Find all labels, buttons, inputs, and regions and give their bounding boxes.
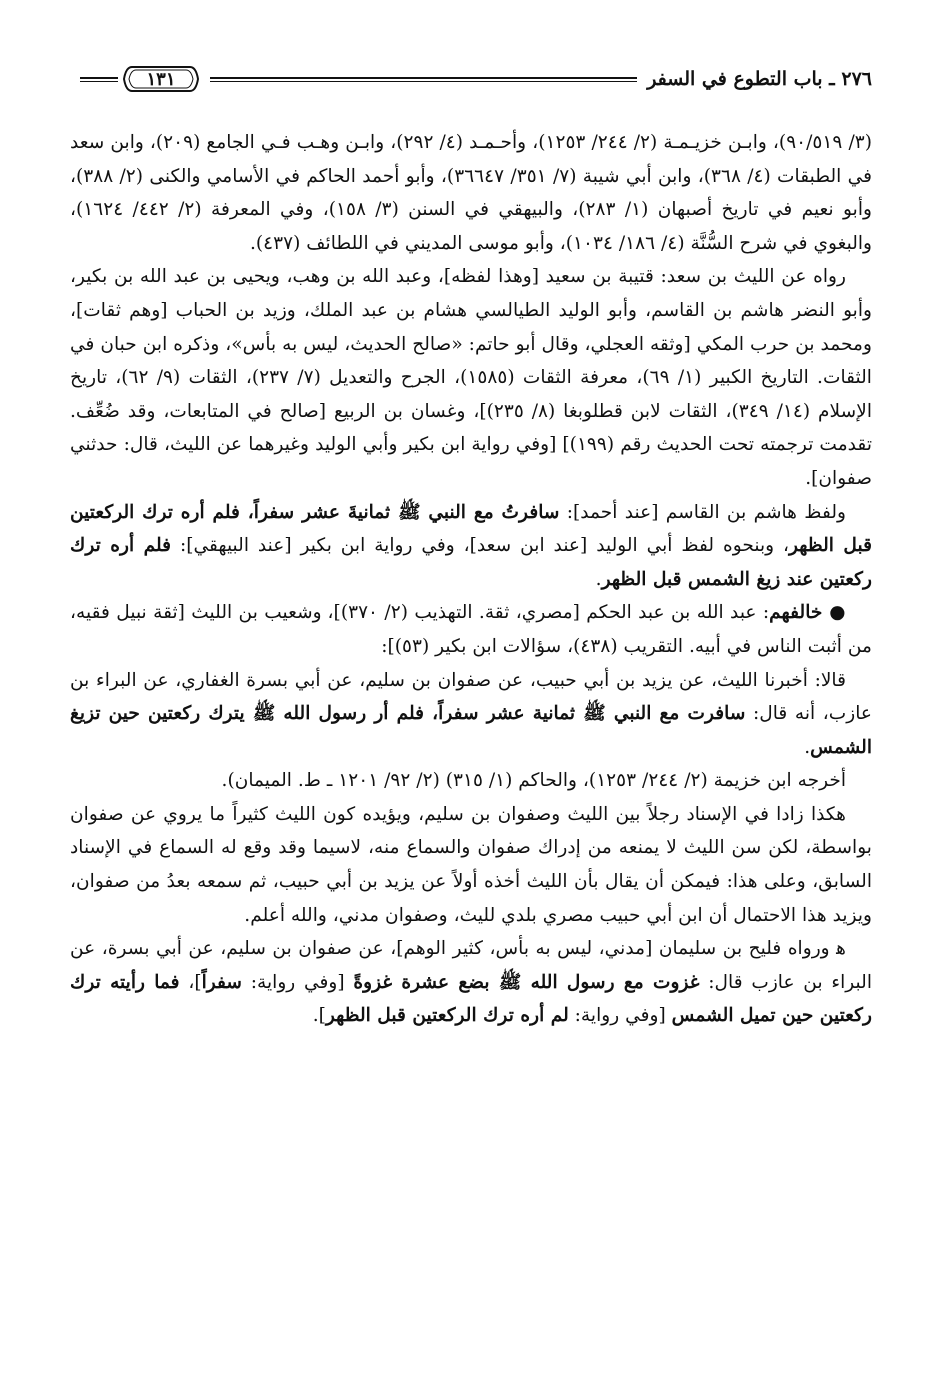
paragraph-p6 (70, 764, 872, 798)
running-title: ٢٧٦ ـ باب التطوع في السفر (647, 68, 872, 90)
bold-text-run: غزوت مع رسول الله ﷺ بضع عشرة غزوةً (353, 971, 700, 993)
paragraph-p5 (70, 664, 872, 765)
text-run: رواه عن الليث بن سعد: قتيبة بن سعيد [وهذا لفظه]، وعبد الله بن وهب، ويحيى بن عبد الله بن بكير، وأبو النضر هاشم بن القاسم، وأبو الوليد الطيالسي هشام بن عبد الملك، وزيد بن الحباب [وهم ثقات]، ومحمد بن حرب المكي [وثقه العجلي، وقال أبو حاتم: «صالح الحديث، ليس به بأس»، وذكره ابن حبان في الثقات. التاريخ الكبير (١/ ٦٩)، معرفة الثقات (١٥٨٥)، الجرح والتعديل (٧/ ٢٣٧)، الثقات (٩/ ٦٢)، تاريخ الإسلام (١٤/ ٣٤٩)، الثقات لابن قطلوبغا (٨/ ٢٣٥)]، وغسان بن الربيع [صالح في المتابعات، وقد ضُعِّف. تقدمت ترجمته تحت الحديث رقم (١٩٩)] [وفي رواية ابن بكير وأبي الوليد وغيرهما عن الليث، قال: حدثني صفوان]. (70, 266, 872, 489)
text-run: (٣/ ٩٠/٥١٩)، وابـن خزيـمـة (٢/ ٢٤٤/ ١٢٥٣)، وأحـمـد (٤/ ٢٩٢)، وابـن وهـب فـي الجامع (٢٠٩)، وابن سعد في الطبقات (٤/ ٣٦٨)، وابن أبي شيبة (٧/ ٣٥١/ ٣٦٦٤٧)، وأبو أحمد الحاكم في الأسامي والكنى (٢/ ٣٨٨)، وأبو نعيم في تاريخ أصبهان (١/ ٢٨٣)، والبيهقي في السنن (٣/ ١٥٨)، وفي المعرفة (٢/ ٤٤٢/ ١٦٢٤)، والبغوي في شرح السُّنَّة (٤/ ١٨٦/ ١٠٣٤)، وأبو موسى المديني في اللطائف (٤٣٧). (70, 132, 873, 254)
bold-text-run: سفراً (201, 971, 242, 993)
text-run: ، وبنحوه لفظ أبي الوليد [عند ابن سعد]، وفي رواية ابن بكير [عند البيهقي]: (171, 535, 790, 557)
paragraph-p4 (70, 596, 872, 663)
text-run: هكذا زادا في الإسناد رجلاً بين الليث وصفوان بن سليم، ويؤيده كون الليث كثيراً ما يروي عن صفوان بواسطة، لكن سن الليث لا يمنعه من إدراك صفوان والسماع منه، لاسيما وقد وقع له السماع في الإسناد السابق، وعلى هذا: فيمكن أن يقال بأن الليث أخذه أولاً عن يزيد بن أبي حبيب، ثم سمعه بعدُ من صفوان، ويزيد هذا الاحتمال أن ابن أبي حبيب مصري بلدي لليث، وصفوان مدني، والله أعلم. (70, 803, 872, 926)
bold-text-run: فما رأيته ترك ركعتين حين تميل الشمس (70, 971, 872, 1027)
paragraph-p3 (70, 496, 872, 597)
text-run: ولفظ هاشم بن القاسم [عند أحمد]: (559, 501, 846, 523)
text-run: ]، (179, 971, 202, 993)
page-header (80, 62, 872, 96)
text-run: . (595, 568, 602, 590)
bold-text-run: فلم أره ترك ركعتين عند زيغ الشمس قبل الظهر (70, 535, 872, 590)
page-number: ١٣١ (146, 68, 176, 90)
header-rule (210, 77, 637, 82)
text-run: ﻫ ورواه فليح بن سليمان [مدني، ليس به بأس، كثير الوهم]، عن صفوان بن سليم، عن أبي بسرة، عن البراء بن عازب قال: (70, 938, 872, 993)
text-run: ]. (312, 1005, 326, 1027)
text-run: [وفي رواية: (242, 971, 354, 993)
text-run: : عبد الله بن عبد الحكم [مصري، ثقة. التهذيب (٢/ ٣٧٠)]، وشعيب بن الليث [ثقة نبيل فقيه، من أثبت الناس في أبيه. التقريب (٤٣٨)، سؤالات ابن بكير (٥٣)]: (70, 602, 872, 657)
header-rule-left (80, 77, 118, 82)
text-run: أخرجه ابن خزيمة (٢/ ٢٤٤/ ١٢٥٣)، والحاكم (١/ ٣١٥) (٢/ ٩٢/ ١٢٠١ ـ ط. الميمان). (221, 770, 846, 792)
page-number-frame (122, 64, 200, 94)
bold-text-run: سافرتُ مع النبي ﷺ ثمانيةَ عشر سفراً، فلم أره ترك الركعتين قبل الظهر (70, 501, 872, 557)
bold-text-run: لم أره ترك الركعتين قبل الظهر (325, 1005, 569, 1027)
bold-text-run: سافرت مع النبي ﷺ ثمانية عشر سفراً، فلم أر رسول الله ﷺ يترك ركعتين حين تزيغ الشمس (70, 703, 872, 758)
bold-text-run: ● خالفهم (769, 602, 846, 624)
paragraph-p2 (70, 260, 872, 495)
paragraph-p7 (70, 798, 872, 932)
text-run: [وفي رواية: (568, 1005, 672, 1027)
paragraph-p1 (70, 126, 872, 260)
paragraph-p8 (70, 932, 872, 1033)
page-body (70, 126, 872, 1033)
text-run: . (804, 736, 811, 758)
text-run: قالا: أخبرنا الليث، عن يزيد بن أبي حبيب، عن صفوان بن سليم، عن أبي بسرة الغفاري، عن البراء بن عازب، أنه قال: (70, 669, 872, 725)
